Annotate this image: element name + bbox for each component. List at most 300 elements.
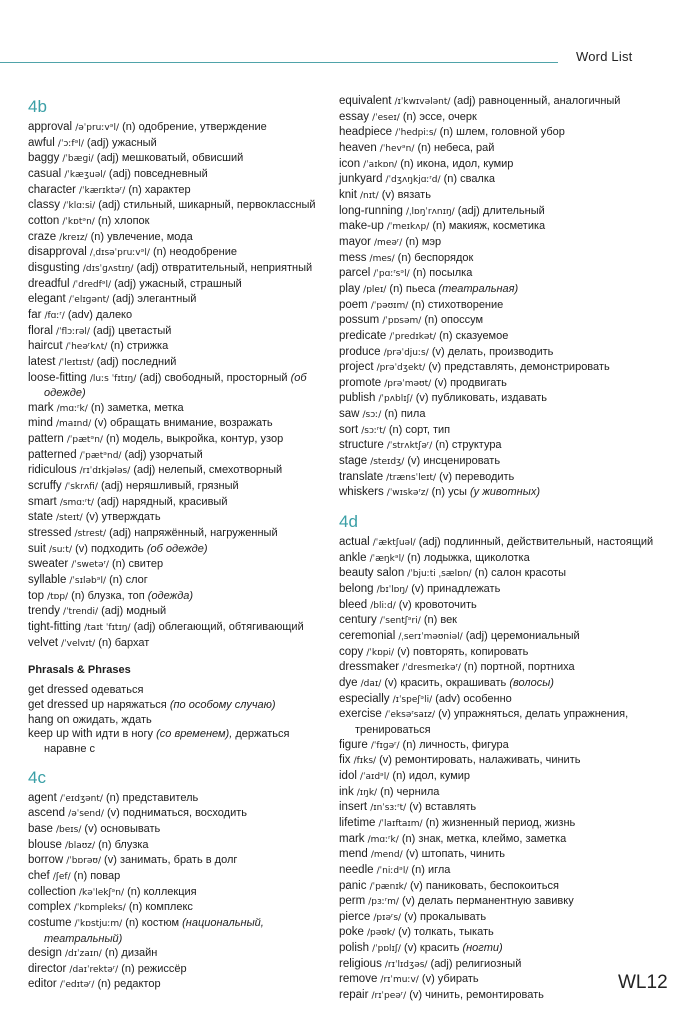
part-of-speech: (adj) [136,261,159,274]
transcription: /trænsˈleɪt/ [386,472,437,483]
transcription: /ˈpætᵊn/ [66,435,103,446]
part-of-speech: (adj) [97,495,120,508]
translation: мешковатый, обвисший [121,152,244,165]
page-number: WL12 [618,972,668,993]
usage-note: (театральная) [438,282,519,295]
part-of-speech: (adj) [101,605,124,618]
part-of-speech: (adv) [67,308,93,321]
part-of-speech: (v) [431,345,445,358]
part-of-speech: (n) [128,183,142,196]
translation: век [440,614,457,627]
translation: портной, портниха [480,661,575,674]
transcription: /ˈeksəʳsaɪz/ [384,710,436,721]
part-of-speech: (n) [407,551,421,564]
part-of-speech: (adj) [453,95,476,107]
translation: пьеса [405,282,436,295]
part-of-speech: (n) [97,978,111,991]
translation: представлять, демонстрировать [444,361,610,374]
word-entry [339,847,661,863]
part-of-speech: (v) [409,989,423,1002]
part-of-speech: (n) [106,433,120,446]
part-of-speech: (n) [423,614,438,627]
word-entry [28,683,328,698]
transcription: /ˈæŋkᵊl/ [369,553,405,564]
headword: promote [339,376,382,389]
translation: усы [448,486,467,499]
transcription: /smɑːʳt/ [59,497,94,508]
transcription: /ˈpænɪk/ [369,881,407,892]
headword: poke [339,926,364,939]
part-of-speech: (v) [104,854,117,867]
translation: слог [125,574,148,587]
transcription: /pleɪ/ [363,284,387,295]
word-entry [28,806,328,822]
word-entry [339,454,661,470]
transcription: /ˈheəʳkʌt/ [65,342,108,353]
translation: заметка, метка [107,401,184,414]
transcription: /ˈskrʌfi/ [64,482,98,493]
headword: hang on [28,713,70,726]
part-of-speech: (v) [409,801,423,814]
translation: мэр [421,235,442,248]
word-entry [339,407,661,423]
word-entry [28,526,328,542]
section-title: 4d [339,512,358,532]
word-entry [339,298,661,314]
part-of-speech: (n) [432,220,446,233]
transcription: /beɪs/ [56,824,82,835]
part-of-speech: (n) [384,408,398,421]
part-of-speech: (adj) [100,480,123,493]
part-of-speech: (n) [90,230,105,243]
transcription: /daɪˈrektəʳ/ [69,964,119,975]
headword: base [28,822,53,835]
part-of-speech: (v) [439,470,452,483]
transcription: /ˈdredfᵊl/ [72,279,112,290]
translation: стильный, шикарный, первоклассный [123,199,316,212]
headword: whiskers [339,486,384,499]
word-entry [339,235,661,251]
headword: knit [339,188,357,201]
headword: character [28,183,76,196]
transcription: /rɪˈlɪdʒəs/ [384,959,428,970]
headword: repair [339,989,369,1002]
part-of-speech: (n) [389,282,403,295]
word-entry [339,157,661,173]
headword: agent [28,791,57,804]
transcription: /ˈhevᵊn/ [379,143,415,154]
part-of-speech: (n) [392,769,406,782]
part-of-speech: (n) [152,246,167,259]
headword: ridiculous [28,464,77,477]
translation: хлопок [114,214,150,227]
word-entry [28,727,328,756]
headword: mark [28,401,54,414]
translation: редактор [113,978,161,991]
headword: dressmaker [339,661,400,674]
translation: подходить [90,542,144,555]
word-entry [28,962,328,978]
transcription: /sɔːʳt/ [361,425,386,436]
word-entry [339,800,661,816]
transcription: /prəˈdjuːs/ [383,347,429,358]
word-entry [28,791,328,807]
word-entry [339,251,661,267]
word-entry [339,629,661,645]
section-title: 4b [28,97,47,116]
word-entry [339,551,661,567]
headword: casual [28,167,62,180]
part-of-speech: (n) [98,636,112,649]
transcription: /dɪˈzaɪn/ [64,949,102,960]
translation: ожидать, ждать [72,713,152,726]
part-of-speech: (v) [397,645,410,658]
word-entry [28,151,328,167]
part-of-speech: (adv) [435,692,461,705]
headword: predicate [339,329,387,342]
headword: state [28,511,53,524]
translation: делать, производить [447,345,554,358]
word-entry [28,261,328,277]
headword: blouse [28,838,62,851]
translation: комплекс [145,901,193,914]
transcription: /ˈtrendi/ [63,607,99,618]
transcription: /ɪˈkwɪvələnt/ [394,97,451,107]
word-entry [28,479,328,495]
part-of-speech: (n) [431,486,446,499]
part-of-speech: (adj) [109,527,132,540]
word-entry [339,376,661,392]
right-column [339,94,661,1004]
translation: неодобрение [169,246,237,259]
part-of-speech: (adj) [112,293,135,306]
headword: mend [339,848,368,861]
transcription: /ˌdɪsəˈpruːvᵊl/ [89,248,150,259]
word-entry [339,485,661,501]
transcription: /ˈaɪdᵊl/ [359,771,390,782]
translation: повторять, копировать [413,645,529,658]
word-entry [28,448,328,464]
transcription: /ˈklɑːsi/ [63,201,96,212]
headword: ascend [28,807,66,820]
word-entry [28,916,328,946]
word-entry [339,816,661,832]
word-entry [339,832,661,848]
transcription: /sɔː/ [362,410,382,421]
headword: borrow [28,854,64,867]
part-of-speech: (v) [379,754,392,767]
transcription: /ˈwɪskəʳz/ [386,488,429,499]
usage-note: (одежда) [147,589,194,602]
transcription: /daɪ/ [360,678,382,689]
word-entry [28,589,328,605]
transcription: /ˈkɒtᵊn/ [62,216,95,227]
word-entry [339,266,661,282]
headword: stressed [28,527,72,540]
word-entry [28,604,328,620]
part-of-speech: (v) [407,455,421,468]
word-entry [339,172,661,188]
transcription: /tɒp/ [47,591,69,602]
word-entry [28,167,328,183]
part-of-speech: (v) [85,511,99,524]
part-of-speech: (adj) [92,324,115,337]
translation: сказуемое [455,329,509,342]
headword: bleed [339,598,368,611]
translation: стихотворение [427,298,504,311]
transcription: /mend/ [370,850,403,861]
word-entry [339,438,661,454]
part-of-speech: (n) [402,110,417,123]
transcription: /əˈsend/ [68,809,104,820]
part-of-speech: (adj) [133,621,156,633]
headword: insert [339,801,368,814]
headword: beauty salon [339,567,405,580]
headword: syllable [28,574,67,587]
part-of-speech: (adj) [133,464,156,477]
transcription: /ˈedɪtəʳ/ [59,980,95,991]
part-of-speech: (n) [73,869,88,882]
translation: увлечение, мода [107,230,193,243]
translation: модель, выкройка, контур, узор [122,433,284,446]
translation: длительный [482,204,545,217]
translation: повар [90,869,121,882]
part-of-speech: (n) [128,901,143,914]
translation: свитер [128,558,164,571]
translation: макияж, косметика [448,220,546,233]
translation: облегающий, обтягивающий [158,621,304,633]
transcription: /ˌserɪˈməʊniəl/ [398,632,463,642]
headword: poem [339,298,368,311]
word-entry [339,941,661,957]
transcription: /ˈpredɪkət/ [389,331,437,342]
headword: trendy [28,605,60,618]
translation: делать перманентную завивку [417,895,574,908]
translation: вставлять [425,801,477,814]
word-entry [28,946,328,962]
headword: junkyard [339,173,383,186]
word-entry [28,230,328,246]
headword: smart [28,495,57,508]
part-of-speech: (v) [438,708,451,721]
word-entry [28,495,328,511]
transcription: /ˈɔːfᵊl/ [57,138,84,149]
part-of-speech: (v) [94,417,107,430]
headword: classy [28,199,60,212]
transcription: /ˈsɪləbᵊl/ [69,576,106,587]
headword: keep up with [28,728,93,741]
transcription: /luːs ˈfɪtɪŋ/ [89,373,137,384]
translation: свободный, просторный [164,371,288,384]
headword: headpiece [339,126,393,139]
part-of-speech: (v) [106,807,120,820]
transcription: /ˈaɪkɒn/ [363,159,398,170]
transcription: /dɪsˈɡʌstɪŋ/ [82,263,134,274]
translation: опоссум [440,314,484,327]
transcription: /ɪŋk/ [356,787,378,798]
part-of-speech: (n) [401,832,416,845]
transcription: /ˈpʌblɪʃ/ [378,394,413,405]
part-of-speech: (n) [435,439,449,452]
section-subheading: Phrasals & Phrases [28,664,131,677]
word-entry [28,339,328,355]
part-of-speech: (v) [384,676,398,689]
transcription: /ˈkɒmpleks/ [73,903,126,914]
headword: century [339,614,377,627]
section-spacer [28,757,328,767]
headword: figure [339,738,368,751]
part-of-speech: (v) [84,822,98,835]
transcription: /pəʊk/ [367,928,396,939]
part-of-speech: (n) [439,126,454,139]
transcription: /ˈkɒpi/ [366,647,395,658]
transcription: /bɪˈlɒŋ/ [376,585,409,596]
part-of-speech: (n) [402,738,416,751]
transcription: /mes/ [369,253,395,264]
headword: parcel [339,267,371,280]
translation: религиозный [455,957,522,970]
word-entry [28,885,328,901]
part-of-speech: (n) [405,235,419,248]
headword: latest [28,355,56,368]
headword: craze [28,230,57,243]
translation: нарядный, красивый [122,495,228,508]
part-of-speech: (n) [417,141,431,154]
part-of-speech: (n) [125,916,139,929]
transcription: /ɪnˈsɜːʳt/ [370,803,407,814]
word-entry [28,838,328,854]
translation: далеко [95,308,133,321]
part-of-speech: (n) [439,329,453,342]
section-title: 4c [28,767,46,787]
word-entry [28,198,328,214]
part-of-speech: (n) [110,340,124,353]
word-entry [28,214,328,230]
headword: tight-fitting [28,621,82,633]
part-of-speech: (n) [90,401,105,414]
part-of-speech: (n) [463,661,478,674]
transcription: /mɑːʳk/ [367,834,399,845]
headword: approval [28,121,73,133]
headword: idol [339,769,357,782]
word-entry [339,566,661,582]
translation: стрижка [126,340,169,353]
headword: lifetime [339,816,376,829]
translation: вязать [397,188,431,201]
translation: инсценировать [423,455,501,468]
word-entry [28,698,328,713]
translation: переводить [455,470,515,483]
headword: long-running [339,204,403,217]
translation: одеваться [91,684,144,697]
part-of-speech: (n) [425,816,440,829]
translation: бархат [114,636,150,649]
part-of-speech: (adj) [96,152,119,165]
word-entry [28,136,328,152]
part-of-speech: (adj) [96,355,119,368]
part-of-speech: (adj) [457,204,480,217]
translation: ремонтировать, налаживать, чинить [395,754,581,767]
transcription: /fɑːʳ/ [44,310,65,321]
word-entry [339,329,661,345]
transcription: /ˈdresmeɪkəʳ/ [402,663,461,674]
transcription: /ˈpɑːʳsᵊl/ [373,269,410,280]
word-entry [339,470,661,486]
part-of-speech: (n) [106,791,120,804]
word-entry [339,879,661,895]
translation: продвигать [450,376,507,389]
transcription: /ˈfɪɡəʳ/ [370,740,400,751]
translation: паниковать, беспокоиться [425,879,559,892]
transcription: /ˈstrʌktʃəʳ/ [386,441,433,452]
translation: одобрение, утверждение [138,121,267,133]
word-entry [28,853,328,869]
part-of-speech: (v) [405,848,419,861]
word-entry [339,769,661,785]
word-entry [28,432,328,448]
word-entry [339,345,661,361]
translation: подлинный, действительный, настоящий [443,536,654,549]
transcription: /rɪˈmuːv/ [380,975,419,986]
word-entry [28,620,328,636]
headword: baggy [28,152,60,165]
transcription: /ˈmeɪkʌp/ [386,222,430,233]
transcription: /taɪt ˈfɪtɪŋ/ [84,623,131,633]
headword: structure [339,439,384,452]
translation: ужасный [112,136,157,149]
headword: belong [339,583,374,596]
transcription: /ˈswetəʳ/ [71,560,109,571]
headword: religious [339,957,382,970]
translation: эссе, очерк [419,110,477,123]
word-entry [339,204,661,220]
transcription: /pɪəʳs/ [373,912,402,923]
translation: нелепый, смехотворный [158,464,283,477]
word-entry [28,120,328,136]
word-entry [28,416,328,432]
word-entry [28,292,328,308]
part-of-speech: (v) [409,879,423,892]
usage-note: (по особому случаю) [169,698,276,711]
translation: свалка [460,173,496,186]
headword: dye [339,676,358,689]
translation: представитель [122,791,199,804]
translation: основывать [100,822,161,835]
part-of-speech: (n) [412,267,427,280]
transcription: /ˈhedpiːs/ [395,128,437,139]
translation: игла [427,863,451,876]
transcription: /prəˈməʊt/ [384,378,432,389]
translation: модный [126,605,167,618]
word-entry [28,573,328,589]
part-of-speech: (adj) [124,448,147,461]
headword: sweater [28,558,69,571]
headword: disapproval [28,246,87,259]
headword: copy [339,645,364,658]
part-of-speech: (n) [121,962,135,975]
word-entry [28,977,328,993]
word-entry [28,869,328,885]
word-entry [339,188,661,204]
translation: штопать, чинить [421,848,506,861]
part-of-speech: (v) [415,392,429,405]
transcription: /prəˈdʒekt/ [376,363,426,374]
translation: шлем, головной убор [456,126,565,139]
headword: collection [28,885,76,898]
word-entry [28,183,328,199]
translation: утверждать [101,511,161,524]
translation: жизненный период, жизнь [442,816,576,829]
